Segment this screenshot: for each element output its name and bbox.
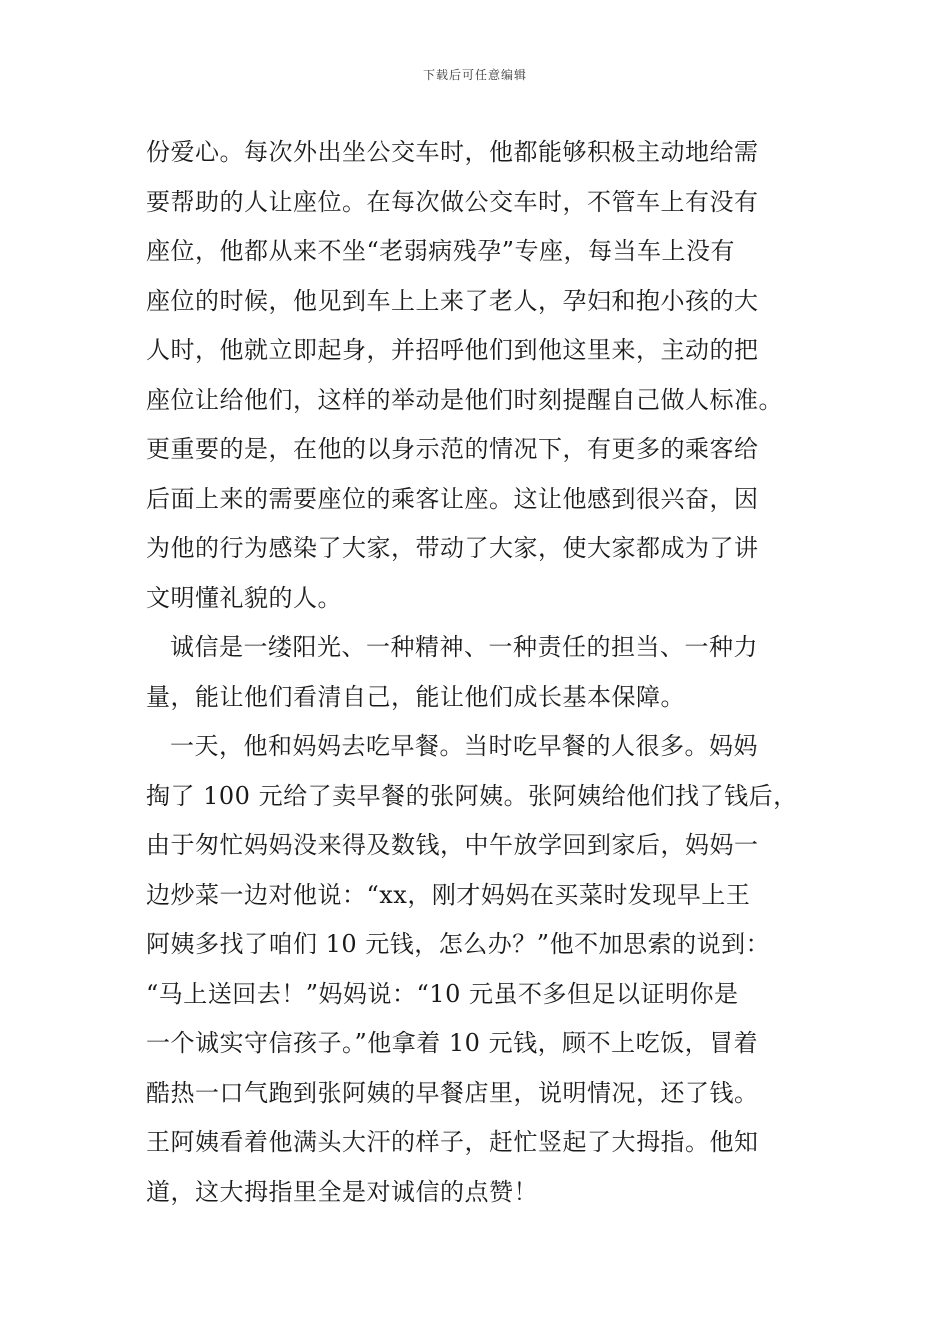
text-line: 为他的行为感染了大家，带动了大家，使大家都成为了讲 [146,534,759,562]
body-text [146,128,806,1217]
text-line: 文明懂礼貌的人。 [146,583,342,612]
text-line: 座位让给他们，这样的举动是他们时刻提醒自己做人标准。 [146,385,783,414]
text-line: “马上送回去！”妈妈说：“10 元虽不多但足以证明你是 [146,979,739,1008]
text-line: 阿姨多找了咱们 10 元钱，怎么办？”他不加思索的说到： [146,930,771,958]
text-line: 酷热一口气跑到张阿姨的早餐店里，说明情况，还了钱。 [146,1078,759,1107]
text-line: 座位，他都从来不坐“老弱病残孕”专座，每当车上没有 [146,237,736,265]
text-line: 边炒菜一边对他说：“xx，刚才妈妈在买菜时发现早上王 [146,880,751,909]
text-line: 道，这大拇指里全是对诚信的点赞！ [146,1177,538,1206]
text-line: 份爱心。每次外出坐公交车时，他都能够积极主动地给需 [146,138,759,166]
text-line: 人时，他就立即起身，并招呼他们到他这里来，主动的把 [146,336,759,364]
text-line: 掏了 100 元给了卖早餐的张阿姨。张阿姨给他们找了钱后， [146,781,798,810]
paragraph [146,623,806,722]
text-line: 更重要的是，在他的以身示范的情况下，有更多的乘客给 [146,435,759,463]
text-line: 座位的时候，他见到车上上来了老人，孕妇和抱小孩的大 [146,286,759,315]
text-line: 一个诚实守信孩子。”他拿着 10 元钱，顾不上吃饭，冒着 [146,1029,759,1057]
text-line: 后面上来的需要座位的乘客让座。这让他感到很兴奋，因 [146,484,759,513]
page-header-note: 下载后可任意编辑 [422,68,527,82]
paragraph [146,722,806,1217]
text-line: 要帮助的人让座位。在每次做公交车时，不管车上有没有 [146,187,759,216]
text-line: 一天，他和妈妈去吃早餐。当时吃早餐的人很多。妈妈 [170,732,758,760]
paragraph [146,128,806,623]
text-line: 诚信是一缕阳光、一种精神、一种责任的担当、一种力 [170,633,758,661]
text-line: 由于匆忙妈妈没来得及数钱，中午放学回到家后，妈妈一 [146,831,759,859]
text-line: 量，能让他们看清自己，能让他们成长基本保障。 [146,682,685,711]
text-line: 王阿姨看着他满头大汗的样子，赶忙竖起了大拇指。他知 [146,1128,759,1156]
